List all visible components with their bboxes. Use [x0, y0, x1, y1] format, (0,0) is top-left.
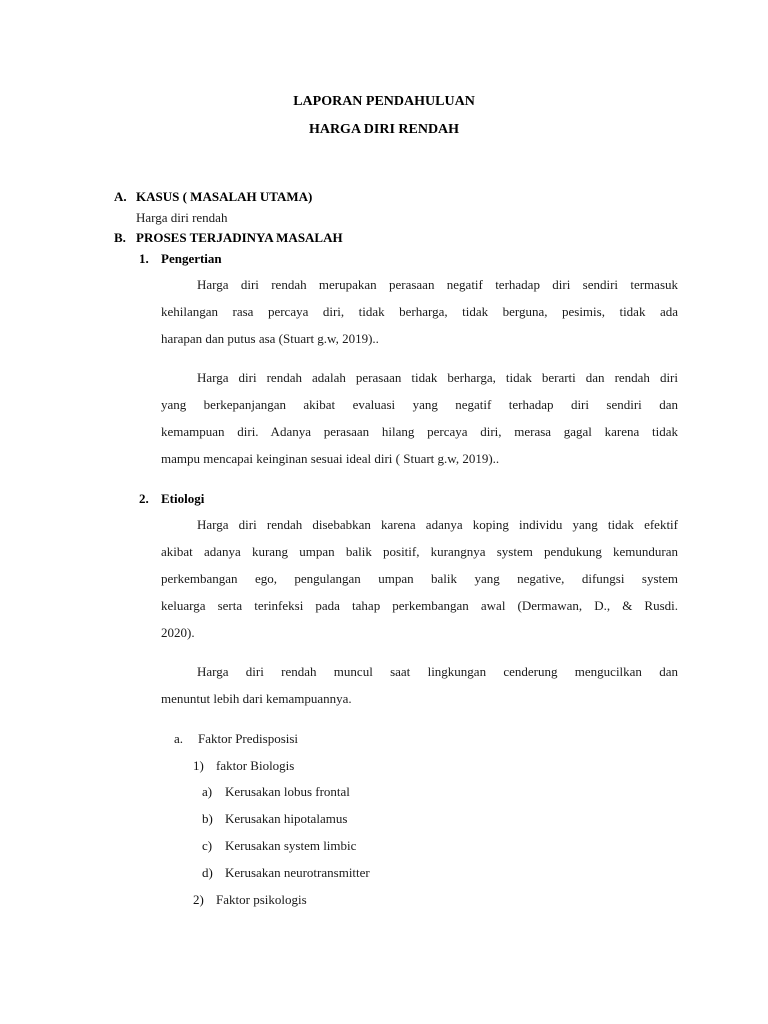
paragraph-line: Harga diri rendah disebabkan karena adanya koping individu yang tidak efektif [197, 517, 678, 532]
psikologis-marker: 2) [193, 892, 204, 907]
paragraph-line: Harga diri rendah merupakan perasaan negatif terhadap diri sendiri termasuk [197, 277, 678, 292]
paragraph-line: 2020). [161, 625, 195, 640]
paragraph-line: perkembangan ego, pengulangan umpan balik yang negative, difungsi system [161, 571, 678, 586]
section-a-marker: A. [114, 189, 127, 204]
list-item-marker: b) [202, 811, 213, 826]
paragraph-line: kehilangan rasa percaya diri, tidak berharga, tidak berguna, pesimis, tidak ada [161, 304, 678, 319]
pengertian-heading: Pengertian [161, 251, 222, 266]
paragraph-line: mampu mencapai keinginan sesuai ideal diri ( Stuart g.w, 2019).. [161, 451, 500, 466]
etiologi-heading: Etiologi [161, 491, 205, 506]
biologis-label: faktor Biologis [216, 758, 295, 773]
paragraph-line: yang berkepanjangan akibat evaluasi yang negatif terhadap diri sendiri dan [161, 397, 678, 412]
paragraph-line: kemampuan diri. Adanya perasaan hilang percaya diri, merasa gagal karena tidak [161, 424, 678, 439]
section-b-marker: B. [114, 230, 126, 245]
list-item-marker: a) [202, 784, 213, 799]
document-title-line1: LAPORAN PENDAHULUAN [293, 94, 475, 109]
psikologis-label: Faktor psikologis [216, 892, 307, 907]
section-a-heading: KASUS ( MASALAH UTAMA) [136, 189, 313, 204]
paragraph-line: Harga diri rendah adalah perasaan tidak berharga, tidak berarti dan rendah diri [197, 370, 678, 385]
section-a-text: Harga diri rendah [136, 210, 228, 225]
list-item: Kerusakan neurotransmitter [225, 865, 370, 880]
paragraph-line: akibat adanya kurang umpan balik positif, kurangnya system pendukung kemunduran [161, 544, 678, 559]
paragraph-line: Harga diri rendah muncul saat lingkungan cenderung mengucilkan dan [197, 664, 678, 679]
biologis-marker: 1) [193, 758, 204, 773]
list-item: Kerusakan lobus frontal [225, 784, 350, 799]
list-item-marker: c) [202, 838, 213, 853]
etiologi-marker: 2. [139, 491, 149, 506]
pengertian-marker: 1. [139, 251, 149, 266]
list-item: Kerusakan hipotalamus [225, 811, 348, 826]
list-item: Kerusakan system limbic [225, 838, 357, 853]
document-title-line2: HARGA DIRI RENDAH [308, 122, 460, 137]
section-b-heading: PROSES TERJADINYA MASALAH [136, 230, 343, 245]
paragraph-line: harapan dan putus asa (Stuart g.w, 2019).. [161, 331, 379, 346]
paragraph-line: menuntut lebih dari kemampuannya. [161, 691, 352, 706]
list-item-marker: d) [202, 865, 213, 880]
paragraph-line: keluarga serta terinfeksi pada tahap perkembangan awal (Dermawan, D., & Rusdi. [161, 598, 678, 613]
faktor-marker: a. [174, 731, 184, 746]
faktor-label: Faktor Predisposisi [198, 731, 299, 746]
